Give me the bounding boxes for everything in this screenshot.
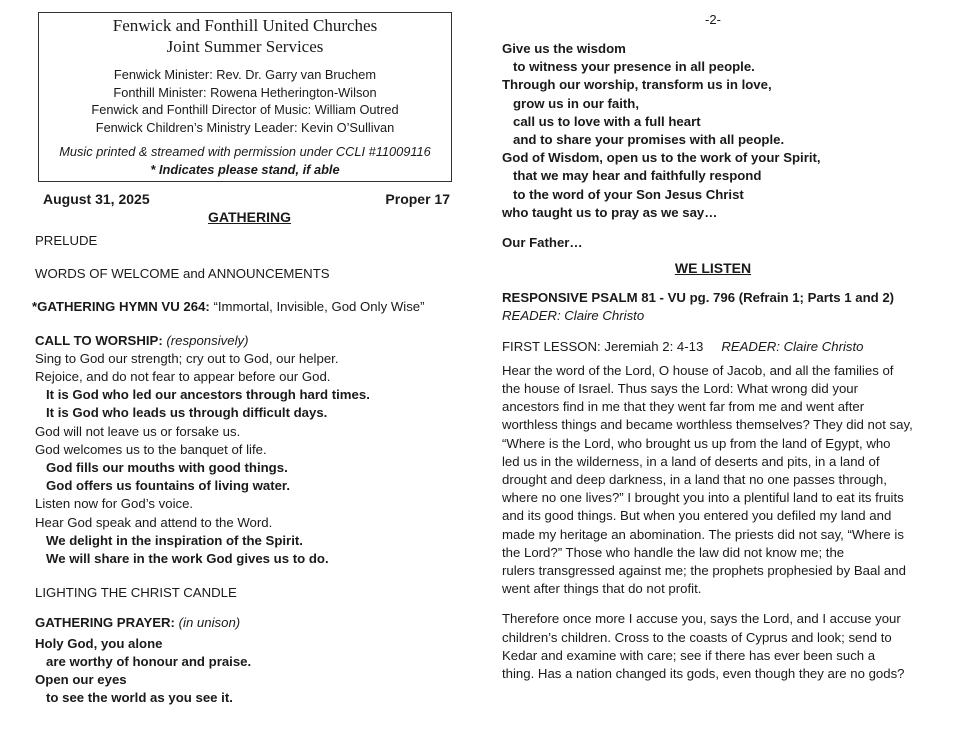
lesson-line: where no one lives?” I brought you into a plentiful land to eat its fruits [502,490,904,506]
call-response: It is God who led our ancestors through hard times. [46,387,370,403]
lesson-line: “Where is the Lord, who brought us up from the land of Egypt, who [502,435,891,451]
our-father: Our Father… [502,235,583,251]
call-response: God fills our mouths with good things. [46,460,288,476]
prayer-heading [35,614,462,632]
lesson-line: Kedar and examine with care; see if there has ever been such a [502,647,876,663]
welcome-announcements: WORDS OF WELCOME and ANNOUNCEMENTS [35,266,330,282]
lesson-paragraph [502,610,942,683]
right-page [502,12,942,683]
prayer-line: Open our eyes [35,672,127,688]
lesson-line: worthless things and became worthless themselves? They did not say, [502,417,913,433]
psalm-label: RESPONSIVE PSALM 81 - VU pg. 796 (Refrain 1; Parts 1 and 2) [502,290,895,306]
lesson-paragraph [502,362,942,599]
we-listen-title: WE LISTEN [674,260,752,277]
call-line: Rejoice, and do not fear to appear before our God. [35,369,331,385]
page-number: -2- [705,12,721,27]
prayer-line: who taught us to pray as we say… [502,204,718,220]
staff-line: Fonthill Minister: Rowena Hetherington-Wilson [113,84,377,100]
call-line: Hear God speak and attend to the Word. [35,514,273,530]
call-response: It is God who leads us through difficult days. [46,405,328,421]
lesson-line: thing. Has a nation changed its gods, even though they are no gods? [502,666,905,682]
call-to-worship [35,332,462,569]
lesson-line: went after things that do not profit. [502,581,702,597]
hymn-title: “Immortal, Invisible, God Only Wise” [209,299,425,315]
prayer-line: to witness your presence in all people. [513,59,755,75]
lesson-line: drought and deep darkness, in a land that no one passes through, [502,472,887,488]
church-header-box [38,12,452,182]
stand-note: * Indicates please stand, if able [150,161,340,177]
prayer-label: GATHERING PRAYER: [35,615,175,631]
lesson-line: children’s children. Cross to the coasts of Cyprus and look; send to [502,629,892,645]
prayer-line: God of Wisdom, open us to the work of your Spirit, [502,150,821,166]
ccli-note: Music printed & streamed with permission under CCLI #11009116 [59,144,431,159]
lesson-line: rulers transgressed against me; the prophets prophesied by Baal and [502,563,906,579]
lesson-line: Hear the word of the Lord, O house of Jacob, and all the families of [502,362,894,378]
lesson-label: FIRST LESSON: Jeremiah 2: 4-13 [502,338,704,354]
call-response: We will share in the work God gives us to do. [46,551,329,567]
lesson-line: Therefore once more I accuse you, says the Lord, and I accuse your [502,611,901,627]
call-response: We delight in the inspiration of the Spirit. [46,532,303,548]
gathering-hymn [32,298,462,316]
prayer-line: are worthy of honour and praise. [46,653,252,669]
service-date: August 31, 2025 [43,191,150,207]
prayer-line: to the word of your Son Jesus Christ [513,186,744,202]
staff-line: Fenwick and Fonthill Director of Music: William Outred [91,102,399,117]
lesson-line: and its good things. But when you entered you defiled my land and [502,508,892,524]
call-line: God welcomes us to the banquet of life. [35,441,267,457]
proper-label: Proper 17 [385,191,450,207]
prayer-line: grow us in our faith, [513,95,640,111]
prelude: PRELUDE [35,233,98,248]
call-line: God will not leave us or forsake us. [35,423,241,439]
lesson-line: led us in the wilderness, in a land of deserts and pits, in a land of [502,453,880,469]
call-line: Sing to God our strength; cry out to God, our helper. [35,350,339,366]
gathering-prayer [35,614,462,707]
prayer-line: call us to love with a full heart [513,113,701,129]
gathering-title: GATHERING [208,209,291,225]
hymn-label: *GATHERING HYMN VU 264: [32,299,210,315]
christ-candle: LIGHTING THE CHRIST CANDLE [35,585,237,601]
lesson-line: ancestors find in me that they went far from me and went after [502,399,865,415]
service-series-title: Joint Summer Services [166,37,324,56]
psalm-reader: READER: Claire Christo [502,308,645,324]
prayer-line: Holy God, you alone [35,635,163,651]
staff-line: Fenwick Minister: Rev. Dr. Garry van Bruchem [113,67,377,82]
lesson-line: the Lord?” Those who handle the law did not know me; the [502,544,845,560]
first-lesson-heading [502,338,942,356]
prayer-line: to see the world as you see it. [46,690,233,706]
prayer-note: (in unison) [174,615,241,631]
prayer-line: Give us the wisdom [502,41,626,56]
staff-line: Fenwick Children’s Ministry Leader: Kevin O’Sullivan [95,119,395,135]
call-response: God offers us fountains of living water. [46,478,290,494]
prayer-line: Through our worship, transform us in love, [502,77,772,93]
left-page [32,12,462,707]
call-label: CALL TO WORSHIP: [35,332,163,348]
lesson-reader: READER: Claire Christo [721,338,864,354]
prayer-continued [502,40,942,222]
date-row [43,191,450,207]
prayer-line: and to share your promises with all people. [513,132,785,148]
call-note: (responsively) [162,332,249,348]
prayer-line: that we may hear and faithfully respond [513,168,762,184]
lesson-line: made my heritage an abomination. The priests did not say, “Where is [502,526,904,542]
lesson-line: the house of Israel. Thus says the Lord: What wrong did your [502,381,859,397]
call-line: Listen now for God’s voice. [35,496,194,512]
church-title: Fenwick and Fonthill United Churches [112,16,378,35]
call-heading [35,332,462,350]
